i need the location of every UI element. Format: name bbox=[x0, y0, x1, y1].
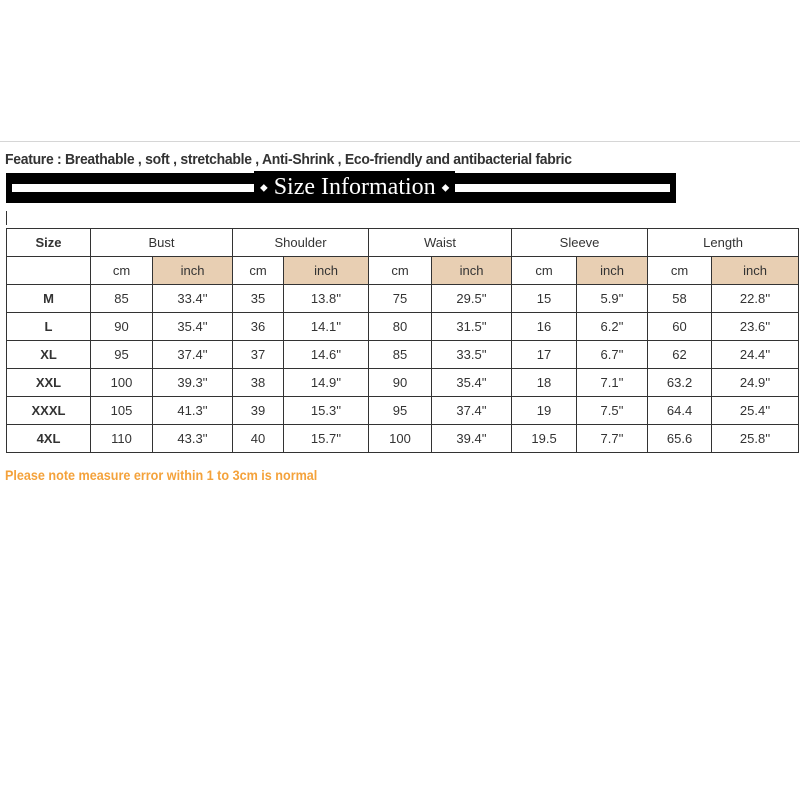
cell-inch: 6.2'' bbox=[577, 313, 648, 341]
cell-cm: 105 bbox=[91, 397, 153, 425]
size-table bbox=[6, 228, 799, 453]
cell-cm: 35 bbox=[233, 285, 284, 313]
cell-cm: 39 bbox=[233, 397, 284, 425]
group-header-row bbox=[7, 229, 799, 257]
cell-cm: 80 bbox=[369, 313, 432, 341]
banner-title-wrap bbox=[254, 171, 455, 203]
unit-inch: inch bbox=[153, 257, 233, 285]
group-header-waist: Waist bbox=[369, 229, 512, 257]
cell-inch: 6.7'' bbox=[577, 341, 648, 369]
cell-inch: 14.1'' bbox=[284, 313, 369, 341]
cell-inch: 5.9'' bbox=[577, 285, 648, 313]
cell-inch: 24.9'' bbox=[712, 369, 799, 397]
cell-inch: 25.8'' bbox=[712, 425, 799, 453]
cell-inch: 43.3'' bbox=[153, 425, 233, 453]
cell-inch: 39.4'' bbox=[432, 425, 512, 453]
cell-inch: 22.8'' bbox=[712, 285, 799, 313]
cell-inch: 33.4'' bbox=[153, 285, 233, 313]
unit-cm: cm bbox=[648, 257, 712, 285]
unit-header-row bbox=[7, 257, 799, 285]
cell-inch: 15.3'' bbox=[284, 397, 369, 425]
cell-cm: 64.4 bbox=[648, 397, 712, 425]
diamond-left-icon: ◆ bbox=[260, 182, 268, 194]
table-row bbox=[7, 369, 799, 397]
cell-cm: 19 bbox=[512, 397, 577, 425]
cell-inch: 37.4'' bbox=[153, 341, 233, 369]
size-label: XXL bbox=[7, 369, 91, 397]
cell-cm: 37 bbox=[233, 341, 284, 369]
cell-cm: 95 bbox=[91, 341, 153, 369]
cell-cm: 85 bbox=[91, 285, 153, 313]
feature-text: Feature : Breathable , soft , stretchable , Anti-Shrink , Eco-friendly and antibacterial fabric bbox=[5, 151, 572, 168]
group-header-bust: Bust bbox=[91, 229, 233, 257]
measure-note: Please note measure error within 1 to 3cm is normal bbox=[5, 467, 318, 483]
banner-title: Size Information bbox=[273, 174, 436, 200]
cell-cm: 60 bbox=[648, 313, 712, 341]
cell-inch: 7.1'' bbox=[577, 369, 648, 397]
unit-blank-cell bbox=[7, 257, 91, 285]
group-header-shoulder: Shoulder bbox=[233, 229, 369, 257]
size-label: M bbox=[7, 285, 91, 313]
group-header-length: Length bbox=[648, 229, 799, 257]
cell-cm: 90 bbox=[91, 313, 153, 341]
cell-inch: 35.4'' bbox=[432, 369, 512, 397]
table-row bbox=[7, 341, 799, 369]
table-row bbox=[7, 313, 799, 341]
group-header-sleeve: Sleeve bbox=[512, 229, 648, 257]
cell-cm: 95 bbox=[369, 397, 432, 425]
top-divider bbox=[0, 141, 800, 142]
cell-inch: 14.9'' bbox=[284, 369, 369, 397]
cell-cm: 18 bbox=[512, 369, 577, 397]
size-label: 4XL bbox=[7, 425, 91, 453]
cell-inch: 15.7'' bbox=[284, 425, 369, 453]
unit-cm: cm bbox=[369, 257, 432, 285]
cell-cm: 65.6 bbox=[648, 425, 712, 453]
cell-cm: 85 bbox=[369, 341, 432, 369]
unit-inch: inch bbox=[712, 257, 799, 285]
cell-inch: 13.8'' bbox=[284, 285, 369, 313]
cell-cm: 75 bbox=[369, 285, 432, 313]
cell-inch: 23.6'' bbox=[712, 313, 799, 341]
cell-cm: 40 bbox=[233, 425, 284, 453]
size-label: XXXL bbox=[7, 397, 91, 425]
cell-inch: 29.5'' bbox=[432, 285, 512, 313]
diamond-right-icon: ◆ bbox=[441, 182, 450, 194]
unit-cm: cm bbox=[91, 257, 153, 285]
unit-inch: inch bbox=[577, 257, 648, 285]
unit-inch: inch bbox=[432, 257, 512, 285]
cell-cm: 110 bbox=[91, 425, 153, 453]
cell-cm: 17 bbox=[512, 341, 577, 369]
size-header: Size bbox=[7, 229, 91, 257]
cell-cm: 90 bbox=[369, 369, 432, 397]
size-info-banner bbox=[6, 173, 676, 203]
cell-inch: 33.5'' bbox=[432, 341, 512, 369]
cell-cm: 58 bbox=[648, 285, 712, 313]
cell-inch: 25.4'' bbox=[712, 397, 799, 425]
cell-inch: 31.5'' bbox=[432, 313, 512, 341]
size-label: L bbox=[7, 313, 91, 341]
cell-inch: 35.4'' bbox=[153, 313, 233, 341]
table-row bbox=[7, 397, 799, 425]
cell-cm: 16 bbox=[512, 313, 577, 341]
cell-inch: 24.4'' bbox=[712, 341, 799, 369]
cell-cm: 15 bbox=[512, 285, 577, 313]
cell-cm: 63.2 bbox=[648, 369, 712, 397]
cell-cm: 100 bbox=[369, 425, 432, 453]
cell-cm: 19.5 bbox=[512, 425, 577, 453]
cell-inch: 7.5'' bbox=[577, 397, 648, 425]
unit-cm: cm bbox=[512, 257, 577, 285]
unit-inch: inch bbox=[284, 257, 369, 285]
cell-inch: 41.3'' bbox=[153, 397, 233, 425]
cell-cm: 38 bbox=[233, 369, 284, 397]
size-label: XL bbox=[7, 341, 91, 369]
text-cursor-mark bbox=[6, 211, 7, 225]
cell-cm: 36 bbox=[233, 313, 284, 341]
cell-inch: 7.7'' bbox=[577, 425, 648, 453]
cell-inch: 39.3'' bbox=[153, 369, 233, 397]
cell-inch: 14.6'' bbox=[284, 341, 369, 369]
unit-cm: cm bbox=[233, 257, 284, 285]
cell-cm: 62 bbox=[648, 341, 712, 369]
table-row bbox=[7, 285, 799, 313]
cell-inch: 37.4'' bbox=[432, 397, 512, 425]
cell-cm: 100 bbox=[91, 369, 153, 397]
table-row bbox=[7, 425, 799, 453]
